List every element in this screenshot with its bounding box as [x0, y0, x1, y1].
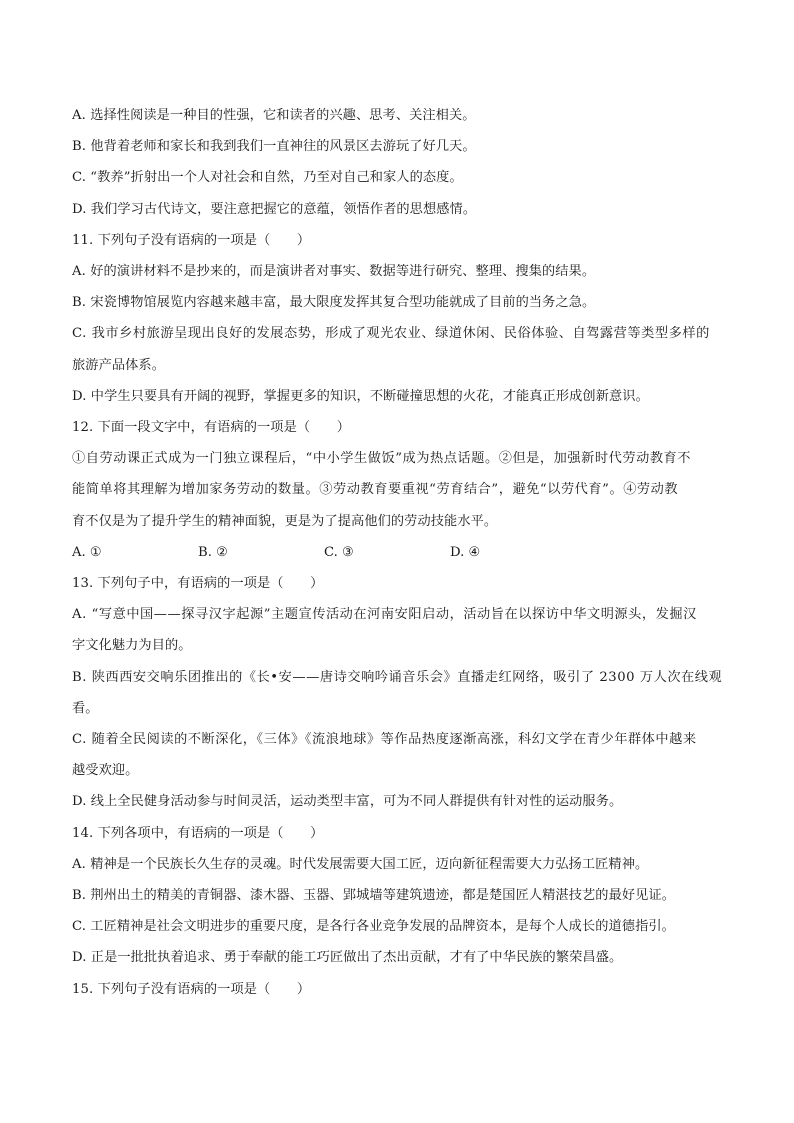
q13-option-a-line1: A. “写意中国——探寻汉字起源”主题宣传活动在河南安阳启动，活动旨在以探访中华文明源头，发掘汉: [72, 607, 697, 623]
q12-passage-line3: 育不仅是为了提升学生的精神面貌，更是为了提高他们的劳动技能水平。: [72, 513, 498, 529]
q14-option-c: C. 工匠精神是社会文明进步的重要尺度，是各行各业竞争发展的品牌资本，是每个人成长的道德指引。: [72, 919, 675, 935]
q14-option-a: A. 精神是一个民族长久生存的灵魂。时代发展需要大国工匠，迈向新征程需要大力弘扬工匠精神。: [72, 856, 649, 872]
q10-option-c: C. “教养”折射出一个人对社会和自然，乃至对自己和家人的态度。: [72, 170, 463, 186]
q11-stem: 11. 下列句子没有语病的一项是（ ）: [72, 232, 311, 248]
q13-option-c-line1: C. 随着全民阅读的不断深化，《三体》《流浪地球》等作品热度逐渐高涨，科幻文学在青少年群体中越来: [72, 732, 697, 748]
q11-option-c-line2: 旅游产品体系。: [72, 357, 166, 373]
q12-option-c: C. ③: [324, 544, 354, 560]
q13-option-b-line1: B. 陕西西安交响乐团推出的《长•安——唐诗交响吟诵音乐会》直播走红网络，吸引了 2300 万人次在线观: [72, 669, 723, 685]
q12-option-a: A. ①: [72, 544, 102, 560]
q13-option-a-line2: 字文化魅力为目的。: [72, 638, 192, 654]
q13-stem: 13. 下列句子中，有语病的一项是（ ）: [72, 576, 324, 592]
q12-passage-line1: ①自劳动课正式成为一门独立课程后，“中小学生做饭”成为热点话题。②但是，加强新时代劳动教育不: [72, 451, 692, 467]
q14-stem: 14. 下列各项中，有语病的一项是（ ）: [72, 825, 324, 841]
q13-option-b-line2: 看。: [72, 700, 99, 716]
q12-option-b: B. ②: [198, 544, 228, 560]
q13-option-d: D. 线上全民健身活动参与时间灵活，运动类型丰富，可为不同人群提供有针对性的运动服务。: [72, 794, 623, 810]
q13-option-c-line2: 越受欢迎。: [72, 763, 139, 779]
q15-stem: 15. 下列句子没有语病的一项是（ ）: [72, 981, 311, 997]
q12-stem: 12. 下面一段文字中，有语病的一项是（ ）: [72, 420, 351, 436]
q10-option-a: A. 选择性阅读是一种目的性强，它和读者的兴趣、思考、关注相关。: [72, 108, 476, 123]
q10-option-b: B. 他背着老师和家长和我到我们一直神往的风景区去游玩了好几天。: [72, 139, 476, 155]
q11-option-b: B. 宋瓷博物馆展览内容越来越丰富，最大限度发挥其复合型功能就成了目前的当务之急。: [72, 295, 596, 311]
q12-passage-line2: 能简单将其理解为增加家务劳动的数量。③劳动教育要重视“劳育结合”，避免“以劳代育”。④劳动教: [72, 482, 679, 498]
q11-option-c-line1: C. 我市乡村旅游呈现出良好的发展态势，形成了观光农业、绿道休闲、民俗体验、自驾露营等类型多样的: [72, 326, 710, 342]
q10-option-d: D. 我们学习古代诗文，要注意把握它的意蕴，领悟作者的思想感情。: [72, 201, 477, 217]
q12-options: [72, 537, 722, 568]
q11-option-d: D. 中学生只要具有开阔的视野，掌握更多的知识，不断碰撞思想的火花，才能真正形成创新意识。: [72, 388, 649, 404]
q14-option-b: B. 荆州出土的精美的青铜器、漆木器、玉器、郢城墙等建筑遗迹，都是楚国匠人精湛技艺的最好见证。: [72, 888, 676, 904]
q11-option-a: A. 好的演讲材料不是抄来的，而是演讲者对事实、数据等进行研究、整理、搜集的结果。: [72, 264, 596, 280]
q14-option-d: D. 正是一批批执着追求、勇于奉献的能工巧匠做出了杰出贡献，才有了中华民族的繁荣昌盛。: [72, 950, 623, 966]
q12-option-d: D. ④: [450, 544, 481, 560]
